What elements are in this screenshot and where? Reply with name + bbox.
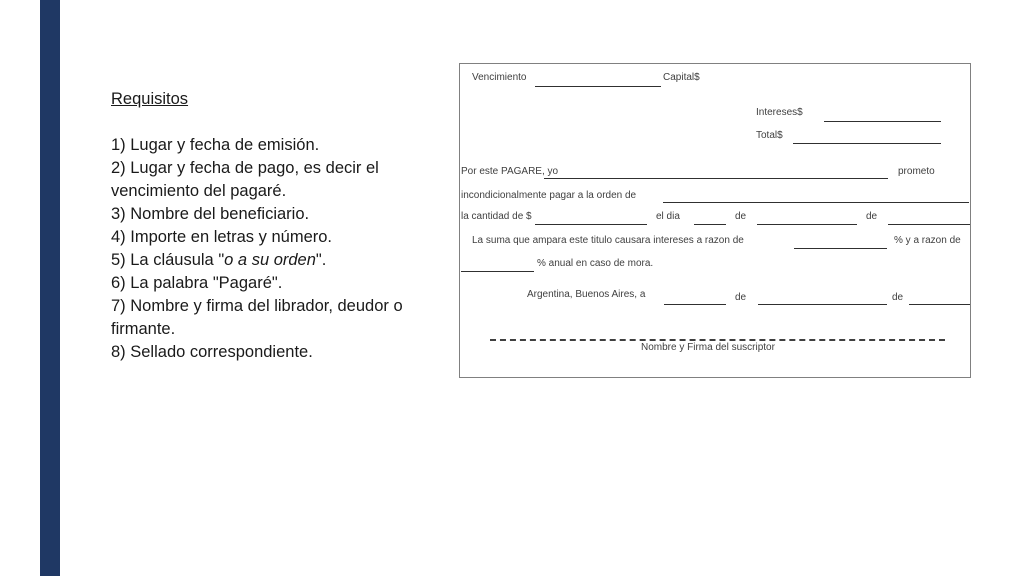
vencimiento-line [535,86,661,87]
fecha-anio-line [909,304,970,305]
dia-line [694,224,726,225]
requirement-item: 2) Lugar y fecha de pago, es decir el vencimiento del pagaré. [111,159,379,200]
la-suma-label: La suma que ampara este titulo causara intereses a razon de [472,235,744,246]
pct-anual-label: % anual en caso de mora. [537,258,654,269]
por-este-label: Por este PAGARE, yo [461,166,559,177]
anio-line [888,224,970,225]
requirement-item: 6) La palabra "Pagaré". [111,274,283,292]
requirement-item: 3) Nombre del beneficiario. [111,205,310,223]
signature-dashed-line [490,339,945,341]
intereses-label: Intereses$ [756,107,803,118]
de-label: de [735,292,747,303]
requirement-item: 8) Sellado correspondiente. [111,343,313,361]
pct-razon-label: % y a razon de [894,235,961,246]
side-accent-bar [40,0,60,576]
incondicional-line [663,202,969,203]
firma-label: Nombre y Firma del suscriptor [641,342,775,353]
clause-suffix: ". [315,251,327,269]
clause-italic: o a su orden [224,251,316,269]
razon-line [794,248,887,249]
mora-line [461,271,534,272]
fecha-mes-line [758,304,887,305]
requirement-item: 7) Nombre y firma del librador, deudor o firmante. [111,297,403,338]
requirement-item: 4) Importe en letras y número. [111,228,333,246]
incondicional-label: incondicionalmente pagar a la orden de [461,190,637,201]
prometo-label: prometo [898,166,935,177]
intereses-line [824,121,941,122]
cantidad-line [535,224,647,225]
requirement-item: 1) Lugar y fecha de emisión. [111,136,320,154]
capital-label: Capital$ [663,72,700,83]
requirements-title: Requisitos [111,90,189,108]
el-dia-label: el dia [656,211,680,222]
fecha-dia-line [664,304,726,305]
clause-prefix: 5) La cláusula " [111,251,225,269]
total-line [793,143,941,144]
vencimiento-label: Vencimiento [472,72,527,83]
de-label: de [892,292,904,303]
total-label: Total$ [756,130,783,141]
requirement-item [111,249,431,272]
por-este-line [544,178,888,179]
requirements-list [111,88,431,364]
promissory-note-form [459,63,971,378]
mes-line [757,224,857,225]
argentina-label: Argentina, Buenos Aires, a [527,289,646,300]
de-label: de [735,211,747,222]
la-cantidad-label: la cantidad de $ [461,211,532,222]
de-label: de [866,211,878,222]
